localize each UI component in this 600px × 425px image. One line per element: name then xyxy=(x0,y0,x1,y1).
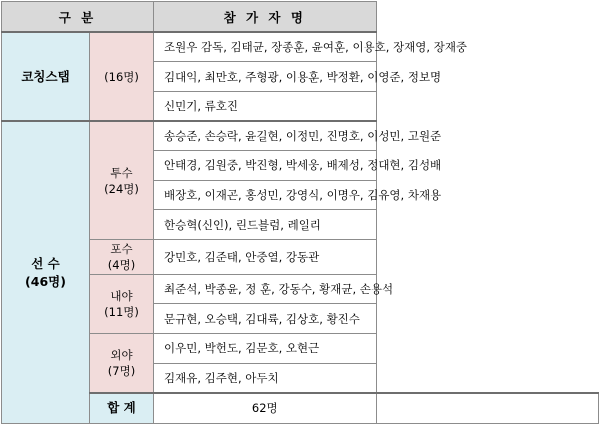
header-participants: 참 가 자 명 xyxy=(154,2,376,33)
table-row xyxy=(2,334,599,364)
header-row xyxy=(2,2,599,33)
pitchers-names-row: 배장호, 이재곤, 홍성민, 강영식, 이명우, 김유영, 차재용 xyxy=(154,180,376,210)
table-row xyxy=(2,121,599,151)
pitchers-label-text: 투수 xyxy=(110,165,133,180)
outfielders-label xyxy=(90,334,154,393)
table-row xyxy=(2,240,599,275)
infielders-count: (11명) xyxy=(104,304,139,319)
outfielders-label-text: 외야 xyxy=(110,347,133,362)
coaching-names-row: 김대익, 최만호, 주형광, 이용훈, 박정환, 이영준, 정보명 xyxy=(154,62,376,92)
catchers-count: (4명) xyxy=(107,257,136,272)
table-row xyxy=(2,274,599,304)
players-label-text: 선 수 xyxy=(31,255,60,271)
catchers-label-text: 포수 xyxy=(110,241,133,256)
outfielders-names-row: 김재유, 김주현, 아두치 xyxy=(154,363,376,393)
roster-table xyxy=(1,1,599,424)
coaching-names-row: 신민기, 류호진 xyxy=(154,91,376,121)
infielders-label xyxy=(90,274,154,333)
coaching-names-row: 조원우 감독, 김태균, 장종훈, 윤여훈, 이용호, 장재영, 장재중 xyxy=(154,32,376,62)
players-count: (46명) xyxy=(25,273,66,289)
infielders-names-row: 문규현, 오승택, 김대륙, 김상호, 황진수 xyxy=(154,304,376,334)
pitchers-names-row: 한승혁(신인), 린드블럼, 레일리 xyxy=(154,210,376,240)
total-row xyxy=(2,393,599,424)
total-label: 합 계 xyxy=(90,393,154,424)
header-category: 구 분 xyxy=(2,2,154,33)
catchers-names-row: 강민호, 김준태, 안중열, 강동관 xyxy=(154,240,376,275)
players-label xyxy=(2,121,90,423)
pitchers-label xyxy=(90,121,154,240)
outfielders-count: (7명) xyxy=(107,363,136,378)
total-value: 62명 xyxy=(154,393,376,424)
pitchers-count: (24명) xyxy=(104,181,139,196)
coaching-staff-count: (16명) xyxy=(90,32,154,121)
catchers-label xyxy=(90,240,154,275)
table-row xyxy=(2,32,599,62)
outfielders-names-row: 이우민, 박헌도, 김문호, 오현근 xyxy=(154,334,376,364)
pitchers-names-row: 송승준, 손승락, 윤길현, 이정민, 진명호, 이성민, 고원준 xyxy=(154,121,376,151)
total-empty-cell xyxy=(376,393,599,424)
infielders-label-text: 내야 xyxy=(110,288,133,303)
infielders-names-row: 최준석, 박종윤, 정 훈, 강동수, 황재균, 손용석 xyxy=(154,274,376,304)
pitchers-names-row: 안태경, 김원중, 박진형, 박세웅, 배제성, 정대현, 김성배 xyxy=(154,151,376,181)
coaching-staff-label: 코칭스탭 xyxy=(2,32,90,121)
